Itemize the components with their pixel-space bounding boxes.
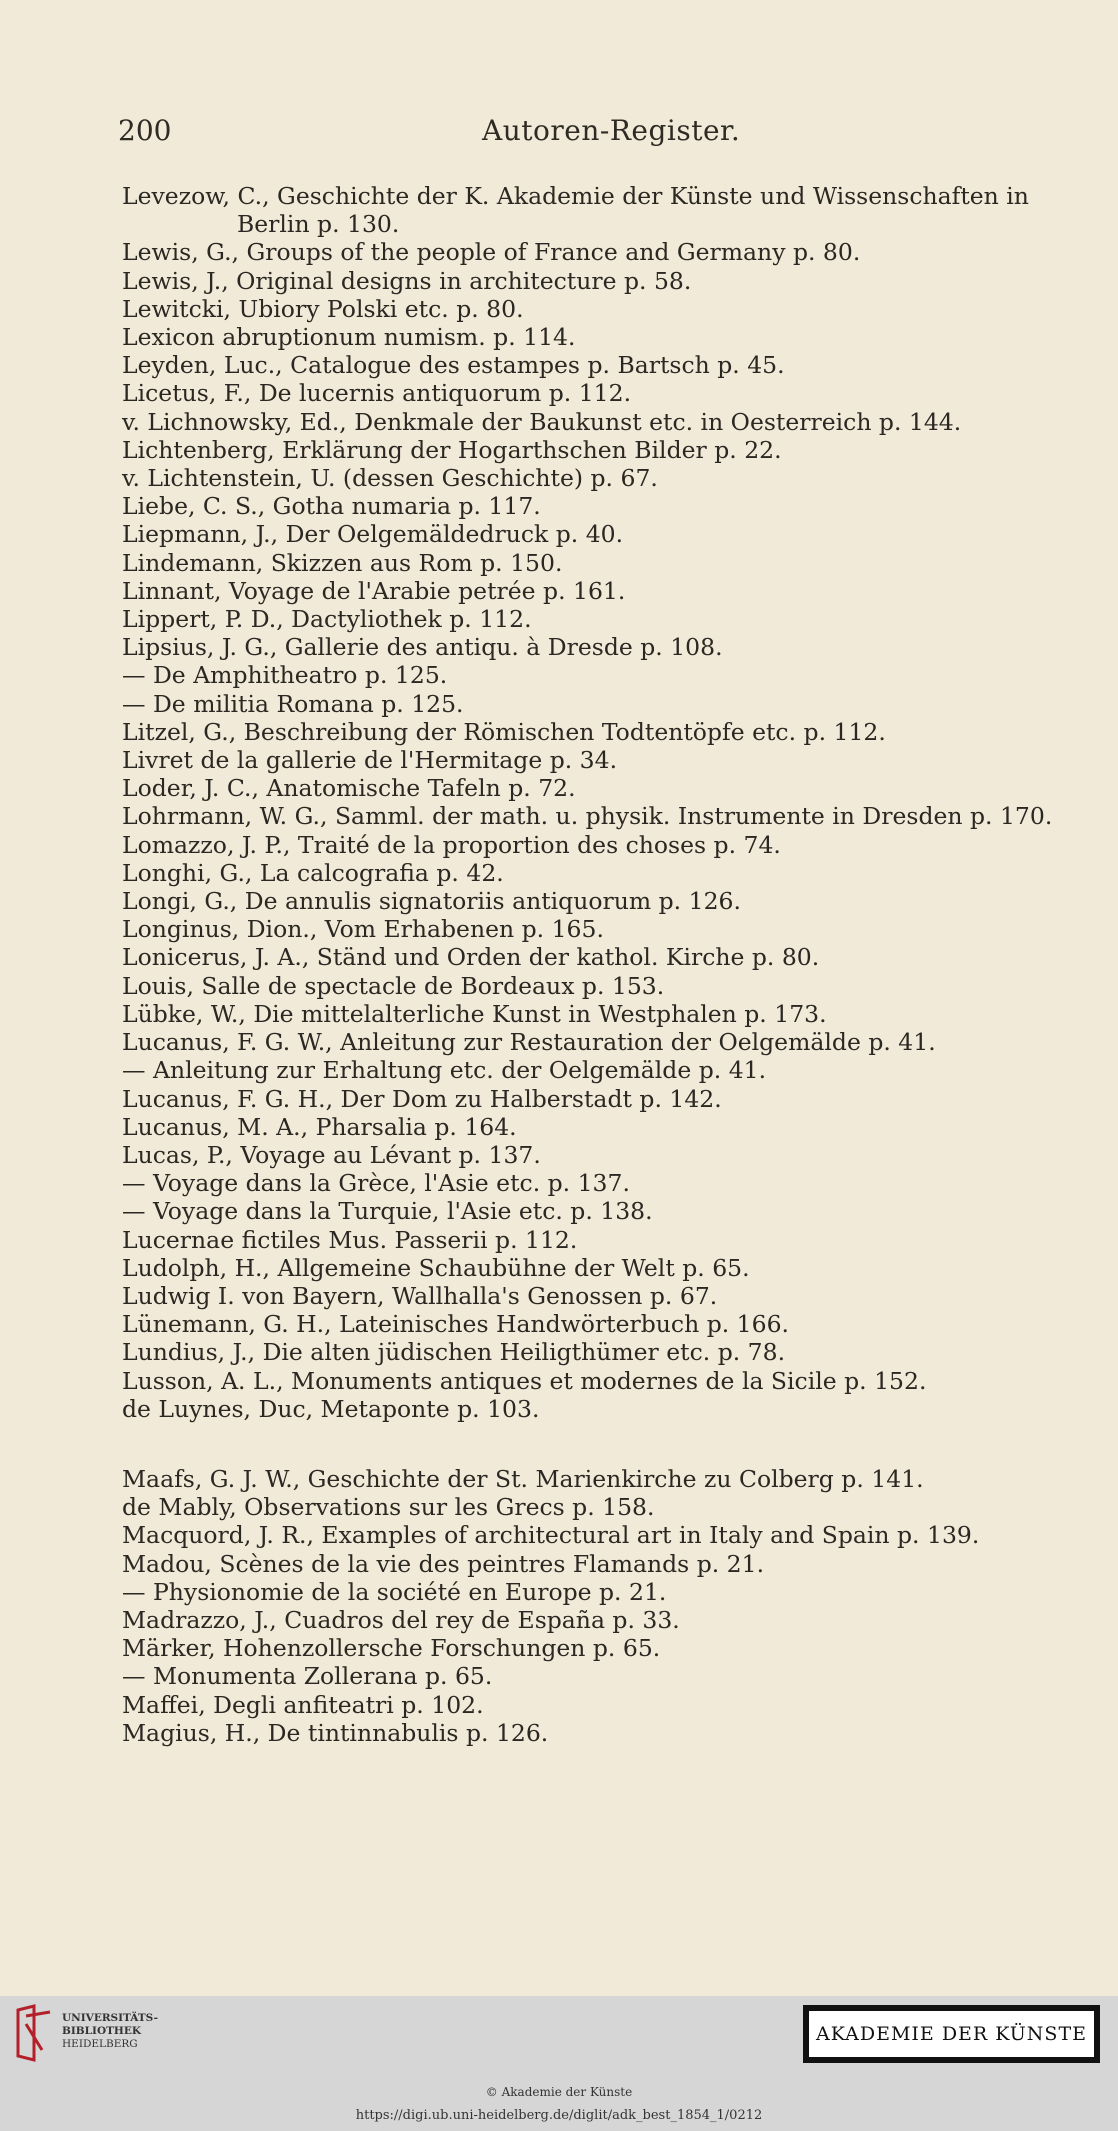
register-entry: Lewis, G., Groups of the people of France and Germany p. 80. bbox=[122, 238, 861, 267]
register-entries-l bbox=[122, 182, 1082, 1423]
register-entry: Lucanus, F. G. W., Anleitung zur Restauration der Oelgemälde p. 41. bbox=[122, 1028, 936, 1057]
register-entry: Lünemann, G. H., Lateinisches Handwörterbuch p. 166. bbox=[122, 1310, 790, 1339]
register-entry: Longhi, G., La calcografia p. 42. bbox=[122, 858, 504, 887]
register-entry: Longi, G., De annulis signatoriis antiquorum p. 126. bbox=[122, 887, 741, 916]
register-entry: Liebe, C. S., Gotha numaria p. 117. bbox=[122, 492, 541, 521]
register-entry: v. Lichnowsky, Ed., Denkmale der Baukunst etc. in Oesterreich p. 144. bbox=[122, 407, 962, 436]
logo-line-2: BIBLIOTHEK bbox=[62, 2025, 141, 2037]
register-entry: de Mably, Observations sur les Grecs p. 158. bbox=[122, 1493, 655, 1522]
register-entry: v. Lichtenstein, U. (dessen Geschichte) p. 67. bbox=[122, 464, 658, 493]
register-entry: Louis, Salle de spectacle de Bordeaux p. 153. bbox=[122, 971, 665, 1000]
register-entry: Madou, Scènes de la vie des peintres Flamands p. 21. bbox=[122, 1549, 765, 1578]
register-entry: — Voyage dans la Grèce, l'Asie etc. p. 137. bbox=[122, 1169, 630, 1198]
register-entry: Lucanus, M. A., Pharsalia p. 164. bbox=[122, 1112, 517, 1141]
ub-heidelberg-logo-icon bbox=[12, 2004, 56, 2062]
register-entry: Lundius, J., Die alten jüdischen Heiligthümer etc. p. 78. bbox=[122, 1338, 786, 1367]
permalink-url[interactable]: https://digi.ub.uni-heidelberg.de/diglit/adk_best_1854_1/0212 bbox=[355, 2108, 763, 2123]
register-entry: Lucanus, F. G. H., Der Dom zu Halberstadt p. 142. bbox=[122, 1084, 722, 1113]
akademie-label: AKADEMIE DER KÜNSTE bbox=[809, 2011, 1094, 2057]
register-entry: Longinus, Dion., Vom Erhabenen p. 165. bbox=[122, 915, 604, 944]
register-entry: Lusson, A. L., Monuments antiques et modernes de la Sicile p. 152. bbox=[122, 1366, 927, 1395]
register-entry: — De militia Romana p. 125. bbox=[122, 689, 464, 718]
register-entry: Lexicon abruptionum numism. p. 114. bbox=[122, 323, 576, 352]
running-title: Autoren-Register. bbox=[482, 114, 741, 147]
register-entry: Linnant, Voyage de l'Arabie petrée p. 161. bbox=[122, 576, 626, 605]
register-entry: Madrazzo, J., Cuadros del rey de España p. 33. bbox=[122, 1606, 680, 1635]
register-entry: Lippert, P. D., Dactyliothek p. 112. bbox=[122, 605, 532, 634]
register-entry: Ludolph, H., Allgemeine Schaubühne der Welt p. 65. bbox=[122, 1253, 750, 1282]
register-entries-m bbox=[122, 1465, 1082, 1747]
register-entry: Lewitcki, Ubiory Polski etc. p. 80. bbox=[122, 294, 524, 323]
register-entry: Leyden, Luc., Catalogue des estampes p. Bartsch p. 45. bbox=[122, 351, 785, 380]
register-entry: Macquord, J. R., Examples of architectural art in Italy and Spain p. 139. bbox=[122, 1521, 980, 1550]
copyright-notice: © Akademie der Künste bbox=[485, 2085, 633, 2099]
register-entry: Lucas, P., Voyage au Lévant p. 137. bbox=[122, 1140, 541, 1169]
logo-line-3: HEIDELBERG bbox=[62, 2038, 138, 2050]
akademie-der-kuenste-logo[interactable] bbox=[803, 2005, 1100, 2063]
page-header bbox=[118, 114, 1048, 154]
register-entry: Litzel, G., Beschreibung der Römischen Todtentöpfe etc. p. 112. bbox=[122, 717, 886, 746]
register-entry: — Monumenta Zollerana p. 65. bbox=[122, 1662, 493, 1691]
register-entry: — Voyage dans la Turquie, l'Asie etc. p. 138. bbox=[122, 1197, 653, 1226]
register-entry: de Luynes, Duc, Metaponte p. 103. bbox=[122, 1394, 540, 1423]
register-entry: Lonicerus, J. A., Ständ und Orden der kathol. Kirche p. 80. bbox=[122, 943, 820, 972]
register-entry: — Anleitung zur Erhaltung etc. der Oelgemälde p. 41. bbox=[122, 1056, 767, 1085]
university-library-logo[interactable] bbox=[12, 2004, 158, 2062]
register-entry: Lohrmann, W. G., Samml. der math. u. physik. Instrumente in Dresden p. 170. bbox=[122, 802, 1053, 831]
register-entry: Ludwig I. von Bayern, Wallhalla's Genossen p. 67. bbox=[122, 1281, 718, 1310]
logo-line-1: UNIVERSITÄTS- bbox=[62, 2012, 158, 2024]
register-entry: Lucernae fictiles Mus. Passerii p. 112. bbox=[122, 1225, 578, 1254]
register-entry: Loder, J. C., Anatomische Tafeln p. 72. bbox=[122, 774, 576, 803]
register-entry: Licetus, F., De lucernis antiquorum p. 112. bbox=[122, 379, 632, 408]
register-entry: Märker, Hohenzollersche Forschungen p. 65. bbox=[122, 1634, 661, 1663]
register-entry: Maafs, G. J. W., Geschichte der St. Marienkirche zu Colberg p. 141. bbox=[122, 1465, 924, 1493]
page-number: 200 bbox=[118, 114, 172, 147]
register-entry: Magius, H., De tintinnabulis p. 126. bbox=[122, 1718, 549, 1747]
register-entry: — Physionomie de la société en Europe p. 21. bbox=[122, 1577, 667, 1606]
register-entry: Lewis, J., Original designs in architecture p. 58. bbox=[122, 266, 692, 295]
register-entry: Lindemann, Skizzen aus Rom p. 150. bbox=[122, 548, 563, 577]
register-entry: — De Amphitheatro p. 125. bbox=[122, 661, 448, 690]
register-entry: Lichtenberg, Erklärung der Hogarthschen Bilder p. 22. bbox=[122, 435, 782, 464]
register-entry: Lübke, W., Die mittelalterliche Kunst in Westphalen p. 173. bbox=[122, 999, 827, 1028]
register-entry: Maffei, Degli anfiteatri p. 102. bbox=[122, 1690, 484, 1719]
register-entry: Lomazzo, J. P., Traité de la proportion des choses p. 74. bbox=[122, 830, 781, 859]
register-entry: Livret de la gallerie de l'Hermitage p. 34. bbox=[122, 746, 618, 775]
register-entry: Levezow, C., Geschichte der K. Akademie der Künste und Wissenschaften in bbox=[122, 182, 1029, 210]
register-entry: Lipsius, J. G., Gallerie des antiqu. à Dresde p. 108. bbox=[122, 633, 723, 662]
entry-continuation-line: Berlin p. 130. bbox=[237, 210, 400, 239]
register-entry: Liepmann, J., Der Oelgemäldedruck p. 40. bbox=[122, 520, 624, 549]
